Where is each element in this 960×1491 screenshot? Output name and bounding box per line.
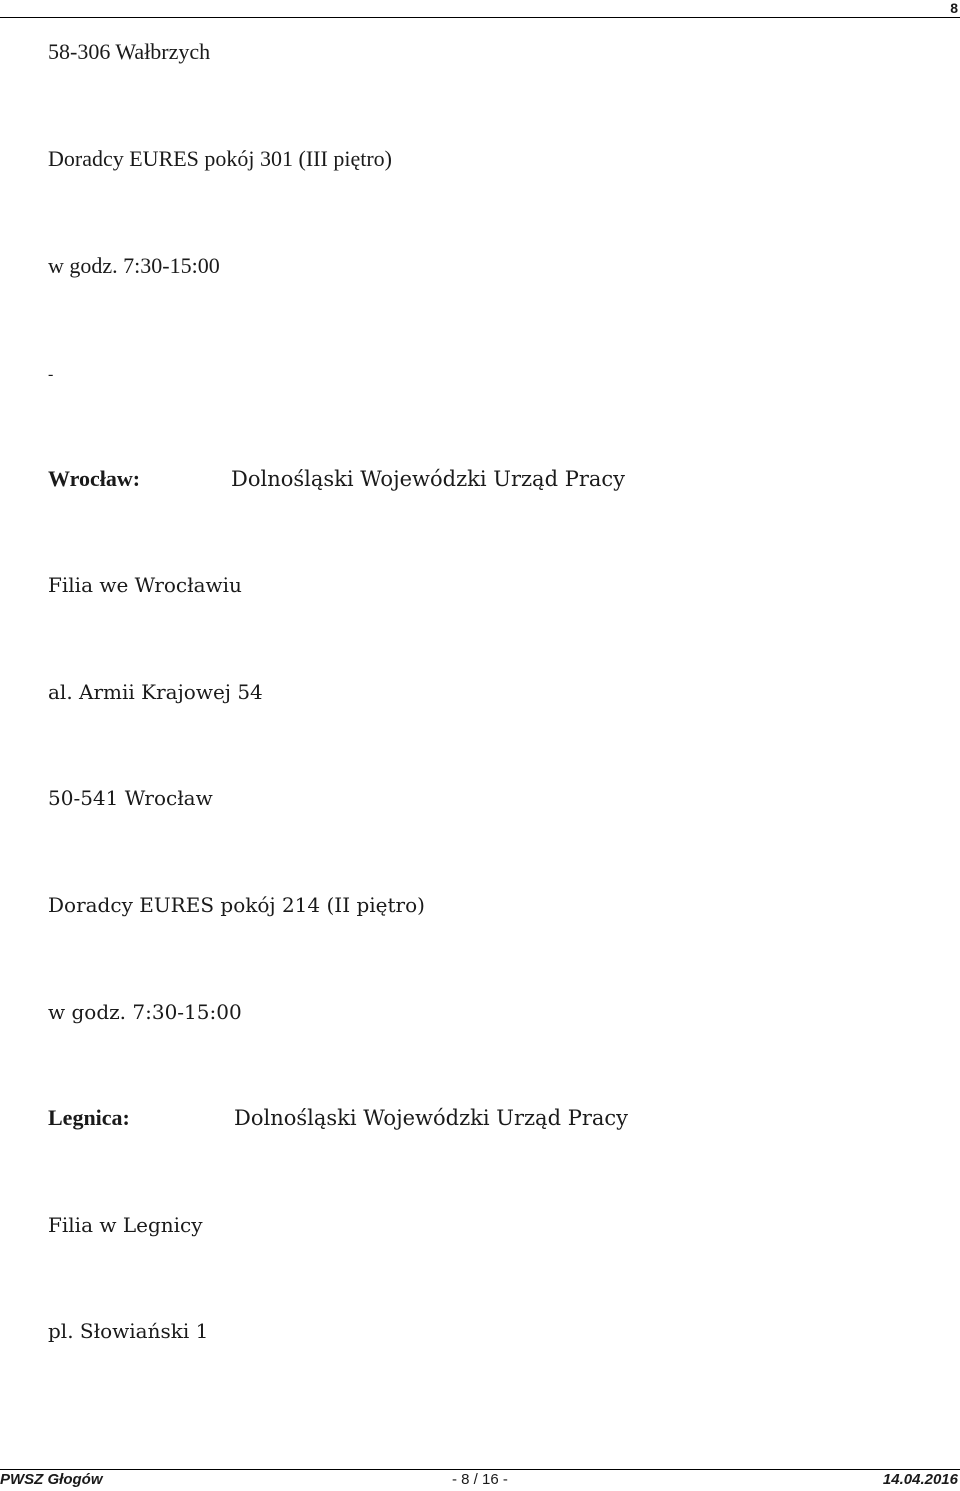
header-rule xyxy=(0,17,960,18)
footer-page-counter: - 8 / 16 - xyxy=(452,1471,508,1488)
footer-date: 14.04.2016 xyxy=(882,1471,958,1488)
legnica-address: pl. Słowiański 1 xyxy=(48,1319,209,1343)
walbrzych-hours: w godz. 7:30-15:00 xyxy=(48,253,220,278)
page-number: 8 xyxy=(950,0,958,16)
wroclaw-label: Wrocław: xyxy=(48,466,141,491)
footer-rule xyxy=(0,1469,960,1470)
wroclaw-hours: w godz. 7:30-15:00 xyxy=(48,1000,242,1024)
footer-institution: PWSZ Głogów xyxy=(0,1471,103,1488)
wroclaw-office: Dolnośląski Wojewódzki Urząd Pracy xyxy=(231,467,626,491)
wroclaw-address: al. Armii Krajowej 54 xyxy=(48,680,263,704)
separator-dash: - xyxy=(48,366,54,383)
walbrzych-eures-room: Doradcy EURES pokój 301 (III piętro) xyxy=(48,146,392,171)
wroclaw-eures-room: Doradcy EURES pokój 214 (II piętro) xyxy=(48,893,425,917)
walbrzych-postcode: 58-306 Wałbrzych xyxy=(48,39,211,64)
page-footer xyxy=(0,1471,960,1491)
wroclaw-postcode: 50-541 Wrocław xyxy=(48,786,213,810)
legnica-office: Dolnośląski Wojewódzki Urząd Pracy xyxy=(234,1106,629,1130)
legnica-branch: Filia w Legnicy xyxy=(48,1213,203,1237)
legnica-label: Legnica: xyxy=(48,1105,130,1130)
wroclaw-branch: Filia we Wrocławiu xyxy=(48,573,242,597)
